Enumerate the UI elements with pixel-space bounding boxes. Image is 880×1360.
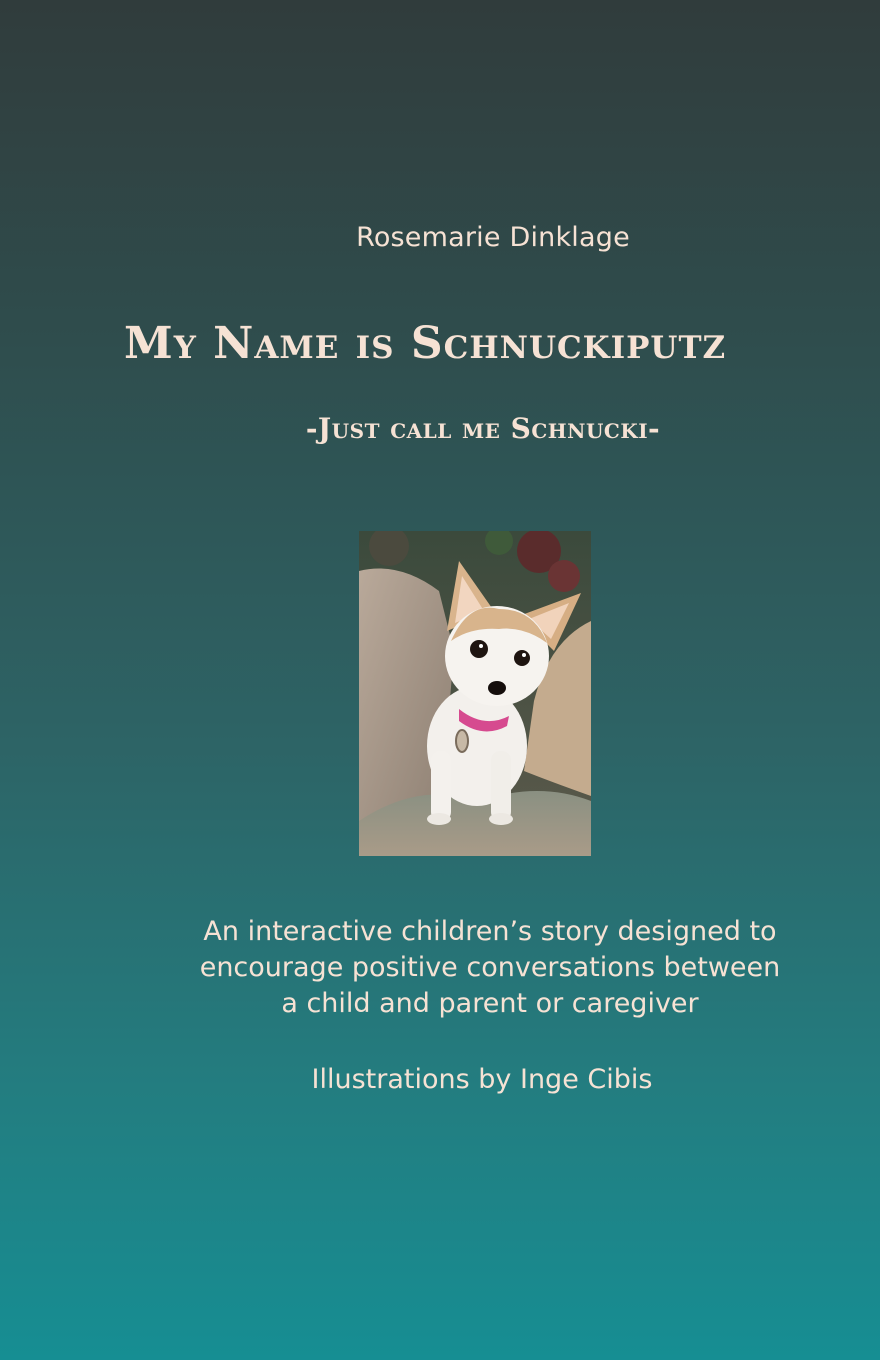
author-name: Rosemarie Dinklage — [356, 222, 630, 253]
book-subtitle: -Just call me Schnucki- — [305, 412, 661, 445]
book-description: An interactive children’s story designed to encourage positive conversations between a child and parent or caregiver — [199, 916, 781, 1019]
book-title: My Name is Schnuckiputz — [124, 318, 727, 369]
illustrator-credit: Illustrations by Inge Cibis — [311, 1064, 653, 1095]
chihuahua-dog-illustration — [359, 531, 591, 856]
dog-photo — [359, 531, 591, 856]
